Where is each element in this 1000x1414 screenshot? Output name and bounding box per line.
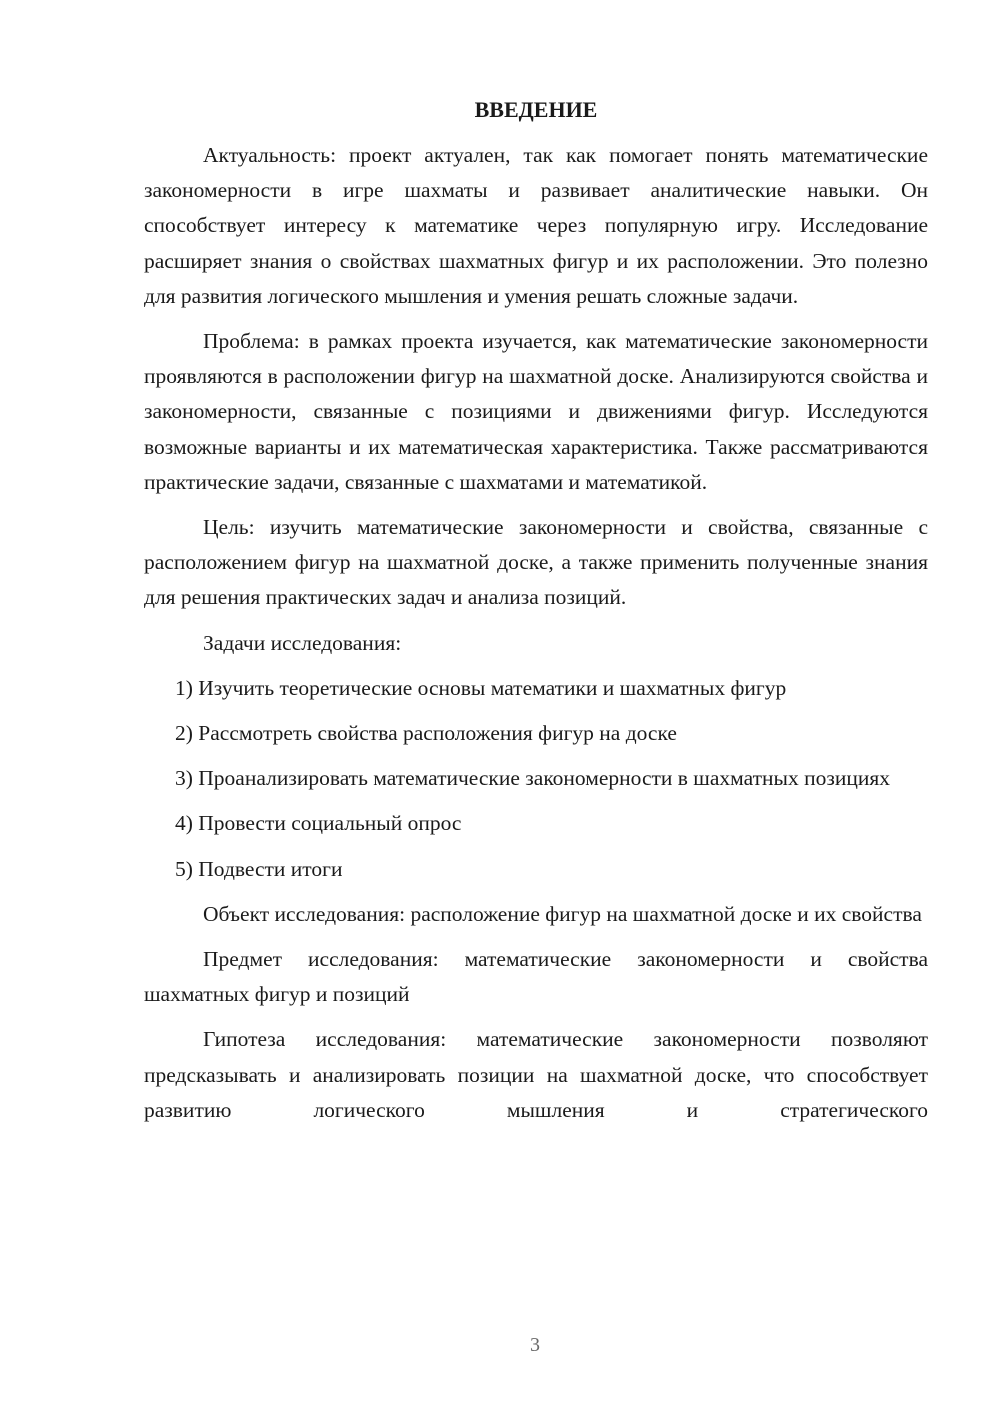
paragraph-object: Объект исследования: расположение фигур на шахматной доске и их свойства <box>203 901 922 926</box>
paragraph-subject: Предмет исследования: математические закономерности и свойства шахматных фигур и позиций <box>144 947 928 1007</box>
paragraph-hypothesis: Гипотеза исследования: математические закономерности позволяют предсказывать и анализировать позиции на шахматной доске, что способствует развитию логического мышления и стратегического <box>144 1027 928 1122</box>
list-item: 2) Рассмотреть свойства расположения фигур на доске <box>175 721 677 746</box>
tasks-list <box>144 671 928 887</box>
tasks-intro: Задачи исследования: <box>203 630 402 655</box>
document-page <box>144 96 928 1138</box>
section-heading: ВВЕДЕНИЕ <box>474 97 598 122</box>
paragraph-goal: Цель: изучить математические закономерности и свойства, связанные с расположением фигур на шахматной доске, а также применить полученные знания для решения практических задач и анализа позиций. <box>144 515 928 610</box>
list-item: 1) Изучить теоретические основы математики и шахматных фигур <box>175 675 787 700</box>
paragraph-problem: Проблема: в рамках проекта изучается, как математические закономерности проявляются в расположении фигур на шахматной доске. Анализируются свойства и закономерности, связанные с позициями и движениями фигур. Исследуются возможные варианты и их математическая характеристика. Также рассматриваются практические задачи, связанные с шахматами и математикой. <box>144 329 928 494</box>
list-item: 4) Провести социальный опрос <box>175 811 462 836</box>
list-item: 5) Подвести итоги <box>175 856 343 881</box>
list-item: 3) Проанализировать математические закономерности в шахматных позициях <box>175 766 890 791</box>
paragraph-relevance: Актуальность: проект актуален, так как помогает понять математические закономерности в игре шахматы и развивает аналитические навыки. Он способствует интересу к математике через популярную игру. Исследование расширяет знания о свойствах шахматных фигур и их расположении. Это полезно для развития логического мышления и умения решать сложные задачи. <box>144 143 928 308</box>
page-number: 3 <box>530 1334 540 1356</box>
